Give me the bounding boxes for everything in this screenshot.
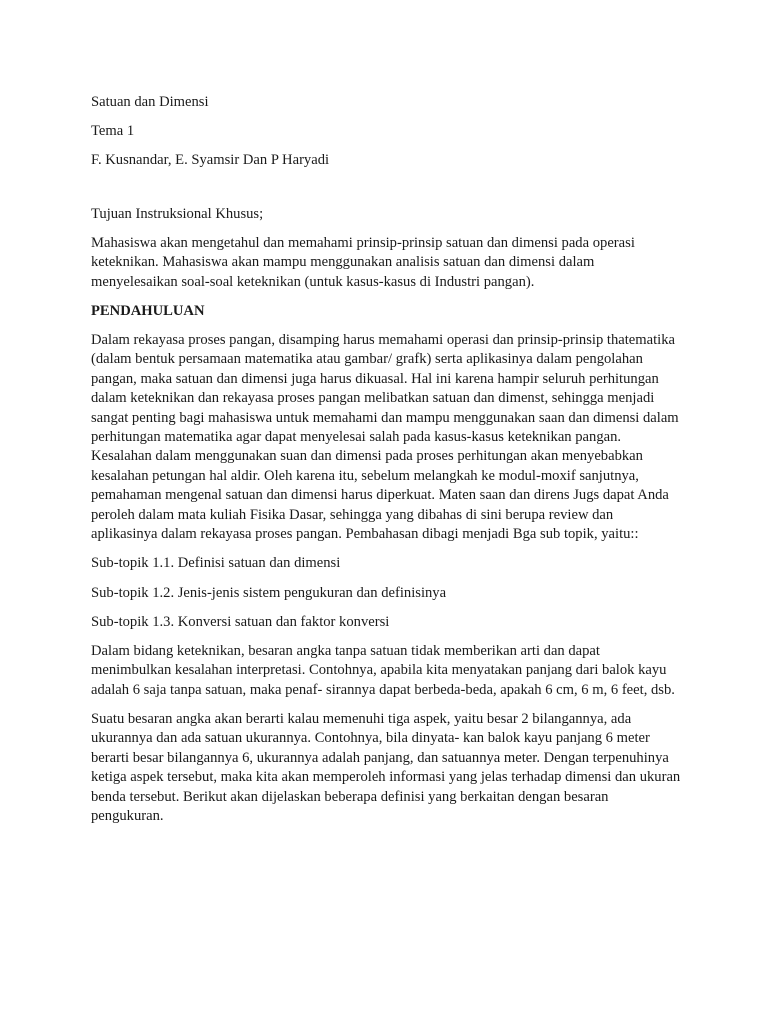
objective-paragraph: Mahasiswa akan mengetahul dan memahami prinsip-prinsip satuan dan dimensi pada operasi keteknikan. Mahasiswa akan mampu menggunakan analisis satuan dan dimensi dalam menyelesaikan soal-soal keteknikan (untuk kasus-kasus di Industri pangan).	[91, 234, 635, 290]
section-heading: PENDAHULUAN	[91, 302, 205, 319]
subtopic-item: Sub-topik 1.1. Definisi satuan dan dimensi	[91, 555, 341, 572]
intro-paragraph: Dalam rekayasa proses pangan, disamping harus memahami operasi dan prinsip-prinsip thatematika (dalam bentuk persamaan matematika atau gambar/ grafk) serta aplikasinya dalam pengolahan pangan, maka satuan dan dimensi juga harus dikuasal. Hal ini karena hampir seluruh perhitungan dalam keteknikan dan rekayasa proses pangan melibatkan satuan dan dimenst, sehingga menjadi sangat penting bagi mahasiswa untuk memahami dan mampu menggunakan saan dan dimensi dalam perhitungan matematika agar dapat menyelesai salah pada kasus-kasus keteknikan pangan. Kesalahan dalam menggunakan suan dan dimensi pada proses perhitungan akan menyebabkan kesalahan petungan hal aldir. Oleh karena itu, sebelum melangkah ke modul-moxif sanjutnya, pemahaman mengenal satuan dan dimensi harus diperkuat. Maten saan dan direns Jugs dapat Anda peroleh dalam mata kuliah Fisika Dasar, sehingga yang dibahas di sini berupa review dan aplikasinya dalam rekayasa proses pangan. Pembahasan dibagi menjadi Bga sub topik, yaitu::	[91, 332, 679, 543]
document-page	[91, 93, 683, 836]
document-theme: Tema 1	[91, 123, 135, 140]
subtopic-item: Sub-topik 1.2. Jenis-jenis sistem pengukuran dan definisinya	[91, 584, 447, 601]
document-title: Satuan dan Dimensi	[91, 94, 209, 110]
objective-heading: Tujuan Instruksional Khusus;	[91, 205, 264, 222]
body-paragraph: Suatu besaran angka akan berarti kalau memenuhi tiga aspek, yaitu besar 2 bilangannya, ada ukurannya dan ada satuan ukurannya. Contohnya, bila dinyata- kan balok kayu panjang 6 meter berarti besar bilangannya 6, ukurannya adalah panjang, dan satuannya meter. Dengan terpenuhinya ketiga aspek tersebut, maka kita akan memperoleh informasi yang jelas terhadap dimensi dan ukuran benda tersebut. Berikut akan dijelaskan beberapa definisi yang berkaitan dengan besaran pengukuran.	[91, 710, 681, 824]
subtopic-item: Sub-topik 1.3. Konversi satuan dan faktor konversi	[91, 613, 390, 630]
spacer	[91, 181, 683, 205]
body-paragraph: Dalam bidang keteknikan, besaran angka tanpa satuan tidak memberikan arti dan dapat menimbulkan kesalahan interpretasi. Contohnya, apabila kita menyatakan panjang dari balok kayu adalah 6 saja tanpa satuan, maka penaf- sirannya dapat berbeda-beda, apakah 6 cm, 6 m, 6 feet, dsb.	[91, 642, 675, 698]
document-authors: F. Kusnandar, E. Syamsir Dan P Haryadi	[91, 152, 330, 169]
